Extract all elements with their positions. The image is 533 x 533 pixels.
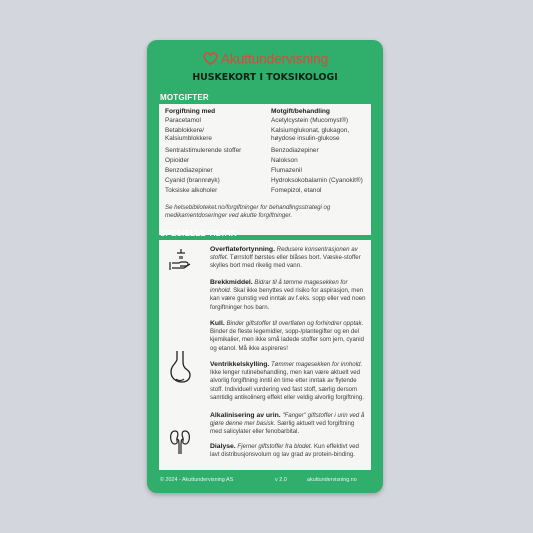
antidotes-heading: MOTGIFTER [160, 93, 209, 102]
item-summary: Redusere konsentrasjonen av stoffet. [210, 246, 358, 262]
item-summary: "Fanger" giftstoffer i urin ved å gjøre denne mer basisk. [210, 412, 365, 428]
footer-website: akuttundervisning.no [307, 477, 357, 483]
special-measures-panel [159, 240, 371, 470]
antidote-cell: Benzodiazepiner [271, 147, 319, 154]
item-title: Brekkmiddel. [210, 279, 253, 286]
item-title: Overflatefortynning. [210, 246, 275, 253]
urine-alkalinization-item [210, 412, 366, 437]
antidote-column-header: Motgift/behandling [271, 108, 330, 115]
item-summary: Bidrar til å tømme magesekken for innhold. [210, 279, 348, 295]
poison-column-header: Forgiftning med [165, 108, 216, 115]
antidote-cell: Fomepizol, etanol [271, 187, 322, 194]
poison-cell: Benzodiazepiner [165, 167, 213, 174]
antidote-cell: Acetylcystein (Mucomyst®) [271, 117, 349, 124]
poison-cell: Opioider [165, 157, 190, 164]
dialysis-item [210, 443, 366, 459]
antidotes-panel [159, 104, 371, 235]
item-title: Kull. [210, 320, 225, 327]
emetic-item [210, 279, 366, 312]
poison-cell: Sentralstimulerende stoffer [165, 147, 242, 154]
hand-wash-icon [169, 248, 193, 272]
poison-cell: Cyanid (brannrøyk) [165, 177, 220, 184]
stomach-icon [169, 350, 191, 384]
footer-copyright: © 2024 - Akuttundervisning AS [160, 477, 234, 483]
item-text: Kun effektivt ved lavt distribusjonsvolum og lav grad av protein-binding. [210, 443, 359, 459]
item-summary: Tømmer magesekken for innhold. [271, 361, 363, 368]
poison-cell: Betablokkere/ Kalsiumblokkere [165, 127, 212, 142]
reference-card [147, 40, 383, 493]
antidote-cell: Nalokson [271, 157, 298, 164]
item-title: Dialyse. [210, 443, 236, 450]
kidney-icon [169, 428, 191, 456]
heart-icon [202, 51, 219, 66]
gastric-lavage-item [210, 361, 366, 402]
antidote-cell: Kalsiumglukonat, glukagon, høydose insulin-glukose [271, 127, 350, 142]
surface-dilution-item [210, 246, 366, 271]
item-text: Ikke lenger rutinebehandling, men kan være aktuelt ved alvorlig forgiftning inntil én time etter inntak av flytende stoff. Individuell vurdering ved fast stoff, særlig dersom samtidig antikolinerg effekt eller veldig alvorlig forgiftning. [210, 369, 365, 401]
charcoal-item [210, 320, 366, 353]
item-summary: Binder giftstoffer til overflaten og forhindrer opptak. [226, 320, 364, 327]
item-summary: Fjerner giftstoffer fra blodet. [237, 443, 313, 450]
item-title: Alkalinisering av urin. [210, 412, 281, 419]
item-text: Tørrstoff børstes eller blåses bort. Væske-stoffer skylles bort med rikelig med vann. [210, 254, 361, 270]
poison-cell: Paracetamol [165, 117, 201, 124]
antidote-note: Se helsebiblioteket.no/forgiftninger for behandlingsstrategi og medikamentdoseringer ved akutte forgiftninger. [165, 204, 331, 219]
footer-version: v 2.0 [275, 477, 287, 483]
antidote-cell: Hydroksokobalamin (Cyanokit®) [271, 177, 363, 184]
item-text: Binder de fleste legemidler, sopp-/plantegifter og en del kjemikalier, men ikke små ladede stoffer som jern, cyanid og etanol. Må ikke aspireres! [210, 328, 364, 352]
item-text: Særlig aktuelt ved forgiftning med salicylater eller fenobarbital. [210, 420, 355, 436]
card-title: HUSKEKORT I TOKSIKOLOGI [192, 72, 338, 83]
brand-name: Akuttundervisning [220, 51, 329, 67]
brand-logo [147, 50, 383, 70]
antidote-cell: Flumazenil [271, 167, 302, 174]
item-text: Skal ikke benyttes ved risiko for aspirasjon, men kan være gunstig ved inntak av f.eks. sopp eller ved noen forgiftninger hos barn. [210, 287, 366, 311]
poison-cell: Toksiske alkoholer [165, 187, 218, 194]
item-title: Ventrikkelskylling. [210, 361, 270, 368]
special-measures-heading: SPESIELLE TILTAK [160, 229, 237, 238]
